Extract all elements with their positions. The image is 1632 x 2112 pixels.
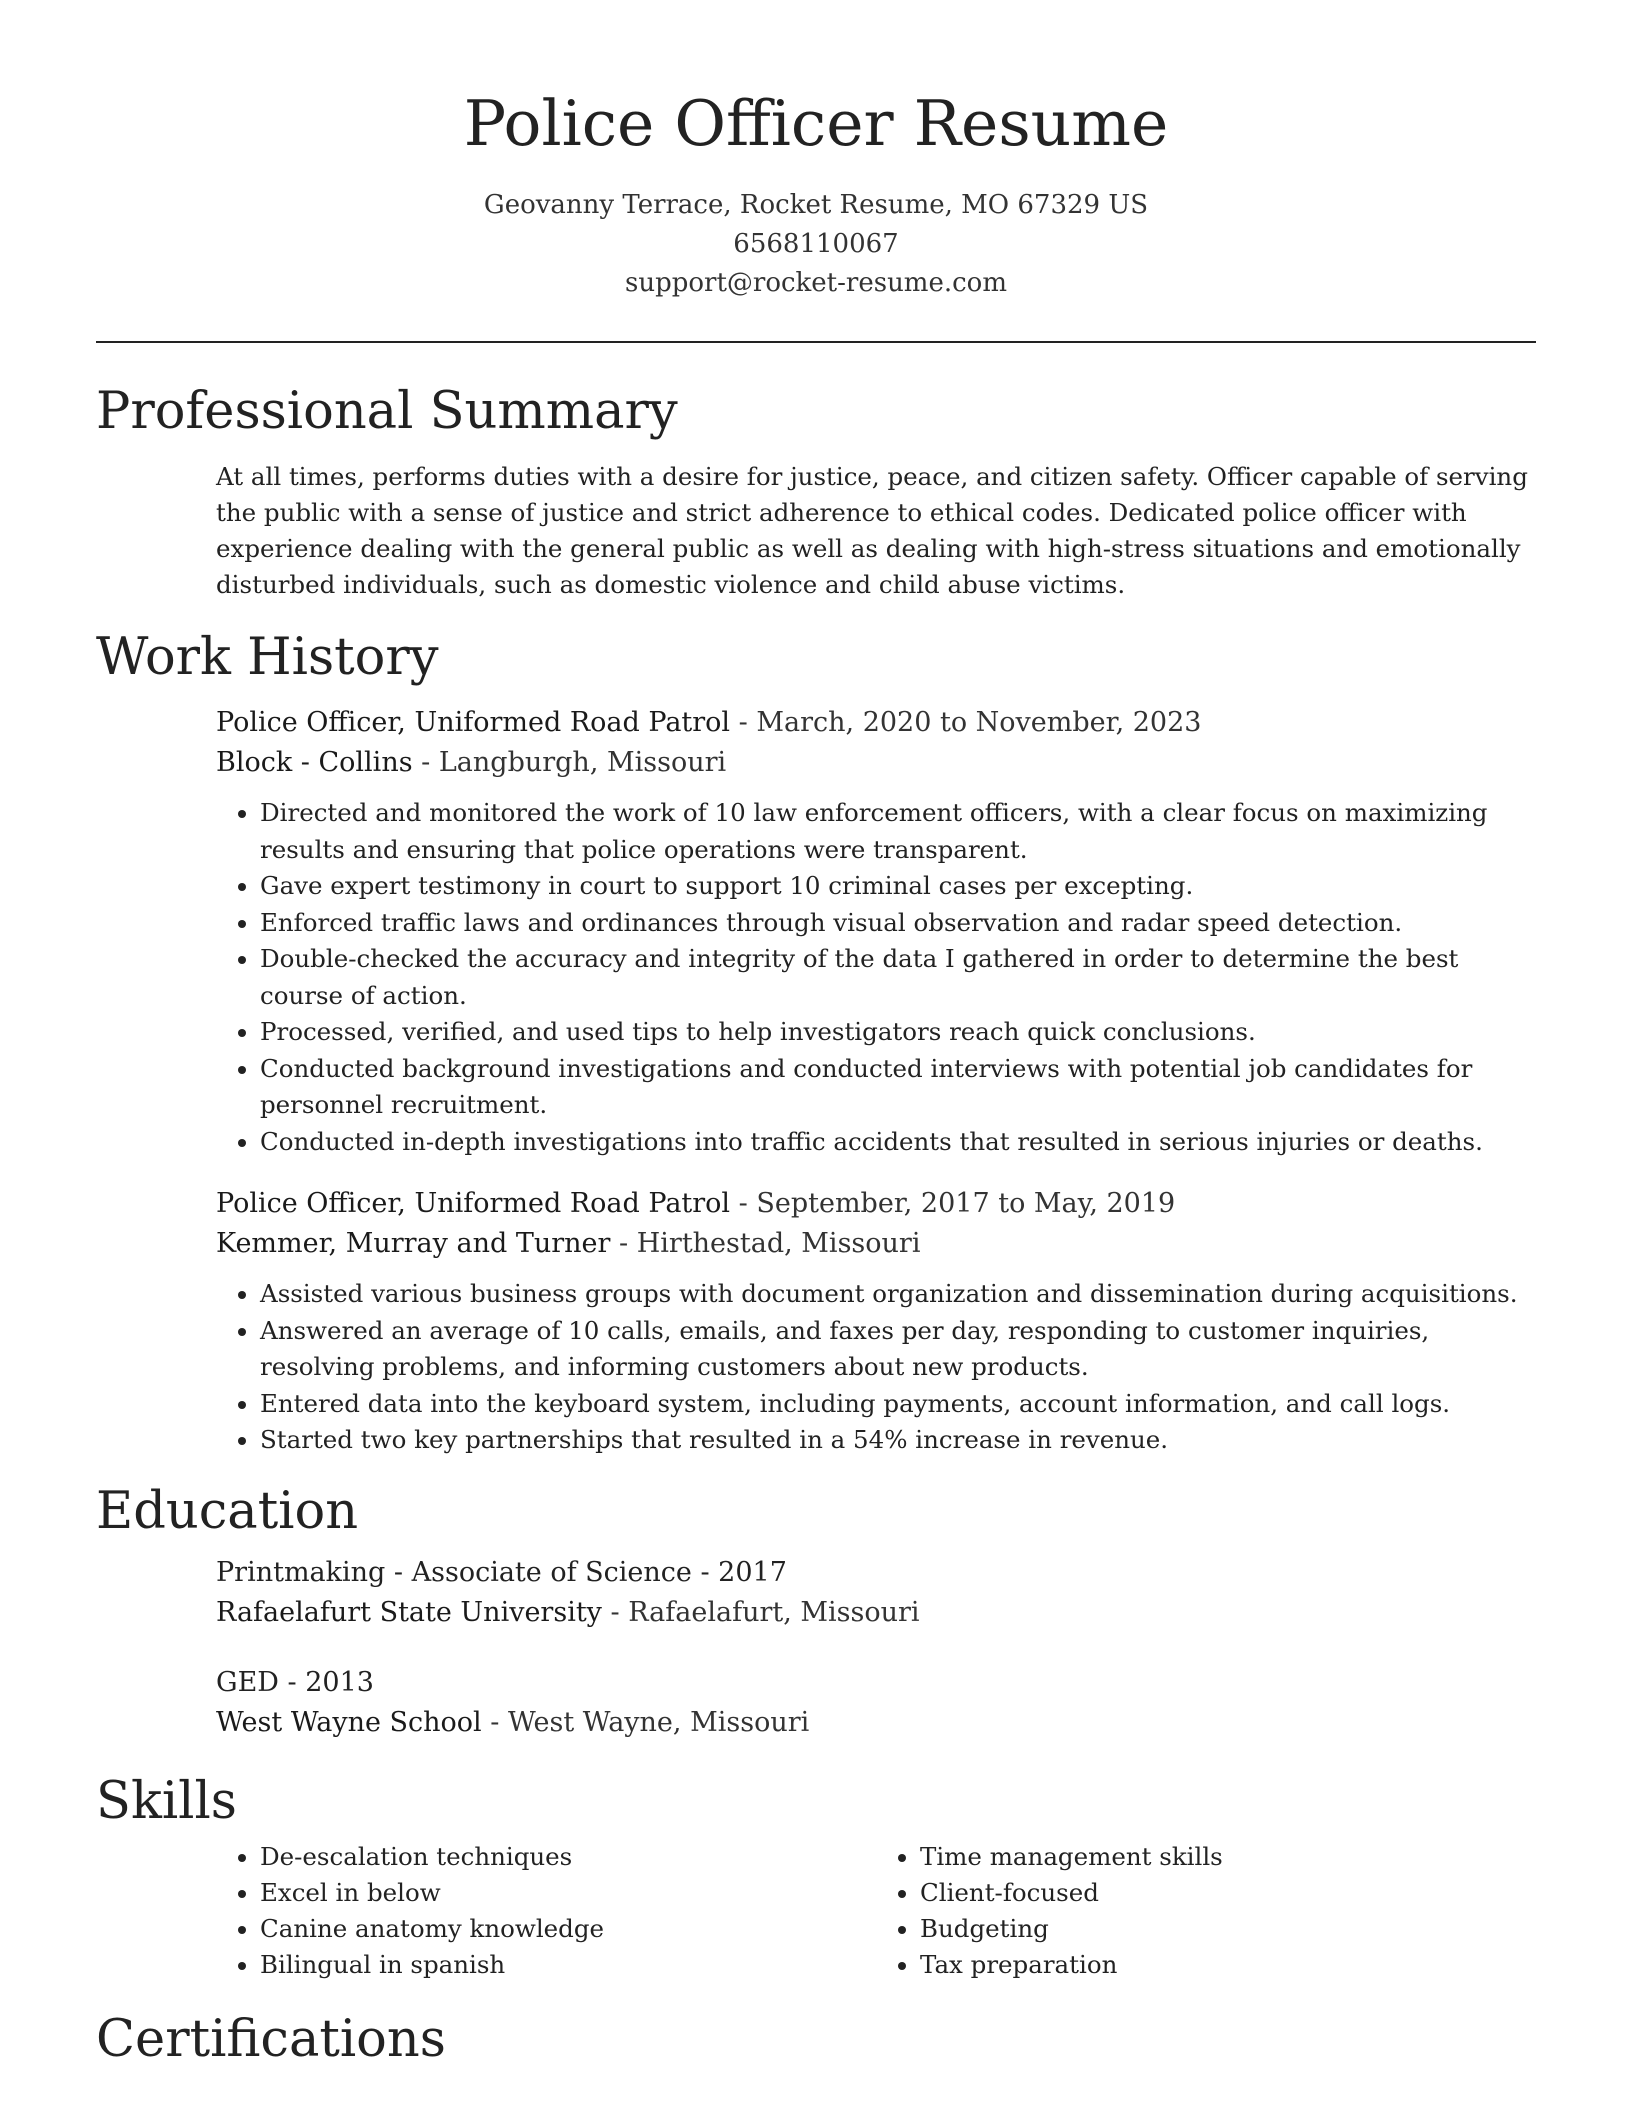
education-school-line	[216, 1593, 1536, 1633]
list-item: • Started two key partnerships that resulted in a 54% increase in revenue.	[260, 1422, 1536, 1459]
list-item: • Bilingual in spanish	[260, 1947, 876, 1983]
resume-header	[96, 0, 1536, 303]
list-item: • Client-focused	[920, 1875, 1536, 1911]
contact-email: support@rocket-resume.com	[624, 268, 1007, 298]
summary-heading: Professional Summary	[96, 382, 678, 441]
contact-phone: 6568110067	[733, 229, 899, 259]
list-item: • Time management skills	[920, 1839, 1536, 1875]
education-degree: Printmaking - Associate of Science - 2017	[216, 1556, 787, 1588]
education-location: - West Wayne, Missouri	[481, 1706, 810, 1738]
work-history-heading: Work History	[96, 628, 439, 687]
list-item: • Conducted in-depth investigations into traffic accidents that resulted in serious injuries or deaths.	[260, 1124, 1536, 1161]
contact-address: Geovanny Terrace, Rocket Resume, MO 67329 US	[483, 190, 1149, 220]
list-item: • Tax preparation	[920, 1947, 1536, 1983]
resume-page	[96, 0, 1536, 2071]
skills-columns	[216, 1839, 1536, 1983]
list-item: • Enforced traffic laws and ordinances through visual observation and radar speed detection.	[260, 905, 1536, 942]
education-degree: GED - 2013	[216, 1666, 374, 1698]
job-entry	[216, 1184, 1536, 1459]
job-entry	[216, 703, 1536, 1160]
skills-list-left	[216, 1839, 876, 1983]
skills-list-right	[876, 1839, 1536, 1983]
summary-text: At all times, performs duties with a desire for justice, peace, and citizen safety. Officer capable of serving the public with a sense of justice and strict adherence to ethical codes. Dedicated police officer with experience dealing with the general public as well as dealing with high-stress situations and emotionally disturbed individuals, such as domestic violence and child abuse victims.	[216, 462, 1528, 599]
job-title-line	[216, 1184, 1536, 1224]
education-school-line	[216, 1703, 1536, 1743]
job-company: Block - Collins	[216, 747, 413, 778]
list-item: • Budgeting	[920, 1911, 1536, 1947]
header-divider	[96, 341, 1536, 343]
job-dates: - March, 2020 to November, 2023	[730, 707, 1202, 738]
list-item: • Canine anatomy knowledge	[260, 1911, 876, 1947]
list-item: • Directed and monitored the work of 10 law enforcement officers, with a clear focus on maximizing results and ensuring that police operations were transparent.	[260, 795, 1536, 868]
job-title-line	[216, 703, 1536, 743]
list-item: • Conducted background investigations and conducted interviews with potential job candidates for personnel recruitment.	[260, 1051, 1536, 1124]
list-item: • Answered an average of 10 calls, emails, and faxes per day, responding to customer inquiries, resolving problems, and informing customers about new products.	[260, 1313, 1536, 1386]
job-company: Kemmer, Murray and Turner	[216, 1228, 611, 1259]
job-location: - Hirthestad, Missouri	[610, 1228, 921, 1259]
list-item: • Assisted various business groups with document organization and dissemination during acquisitions.	[260, 1276, 1536, 1313]
list-item: • Excel in below	[260, 1875, 876, 1911]
job-duties-list	[216, 795, 1536, 1160]
job-company-line	[216, 743, 1536, 783]
list-item: • Gave expert testimony in court to support 10 criminal cases per excepting.	[260, 868, 1536, 905]
job-title: Police Officer, Uniformed Road Patrol	[216, 1188, 731, 1219]
job-dates: - September, 2017 to May, 2019	[730, 1188, 1176, 1219]
education-location: - Rafaelafurt, Missouri	[601, 1596, 920, 1628]
job-company-line	[216, 1224, 1536, 1264]
job-title: Police Officer, Uniformed Road Patrol	[216, 707, 731, 738]
list-item: • Entered data into the keyboard system, including payments, account information, and call logs.	[260, 1386, 1536, 1423]
education-school: Rafaelafurt State University	[216, 1596, 602, 1628]
skills-heading: Skills	[96, 1771, 237, 1831]
job-location: - Langburgh, Missouri	[412, 747, 727, 778]
resume-title: Police Officer Resume	[463, 87, 1169, 160]
list-item: • Double-checked the accuracy and integrity of the data I gathered in order to determine the best course of action.	[260, 941, 1536, 1014]
job-duties-list	[216, 1276, 1536, 1459]
list-item: • De-escalation techniques	[260, 1839, 876, 1875]
education-entry	[216, 1663, 1536, 1743]
education-entry	[216, 1553, 1536, 1633]
contact-info	[96, 186, 1536, 303]
list-item: • Processed, verified, and used tips to help investigators reach quick conclusions.	[260, 1014, 1536, 1051]
education-heading: Education	[96, 1481, 359, 1541]
certifications-heading: Certifications	[96, 2009, 446, 2069]
education-school: West Wayne School	[216, 1706, 482, 1738]
